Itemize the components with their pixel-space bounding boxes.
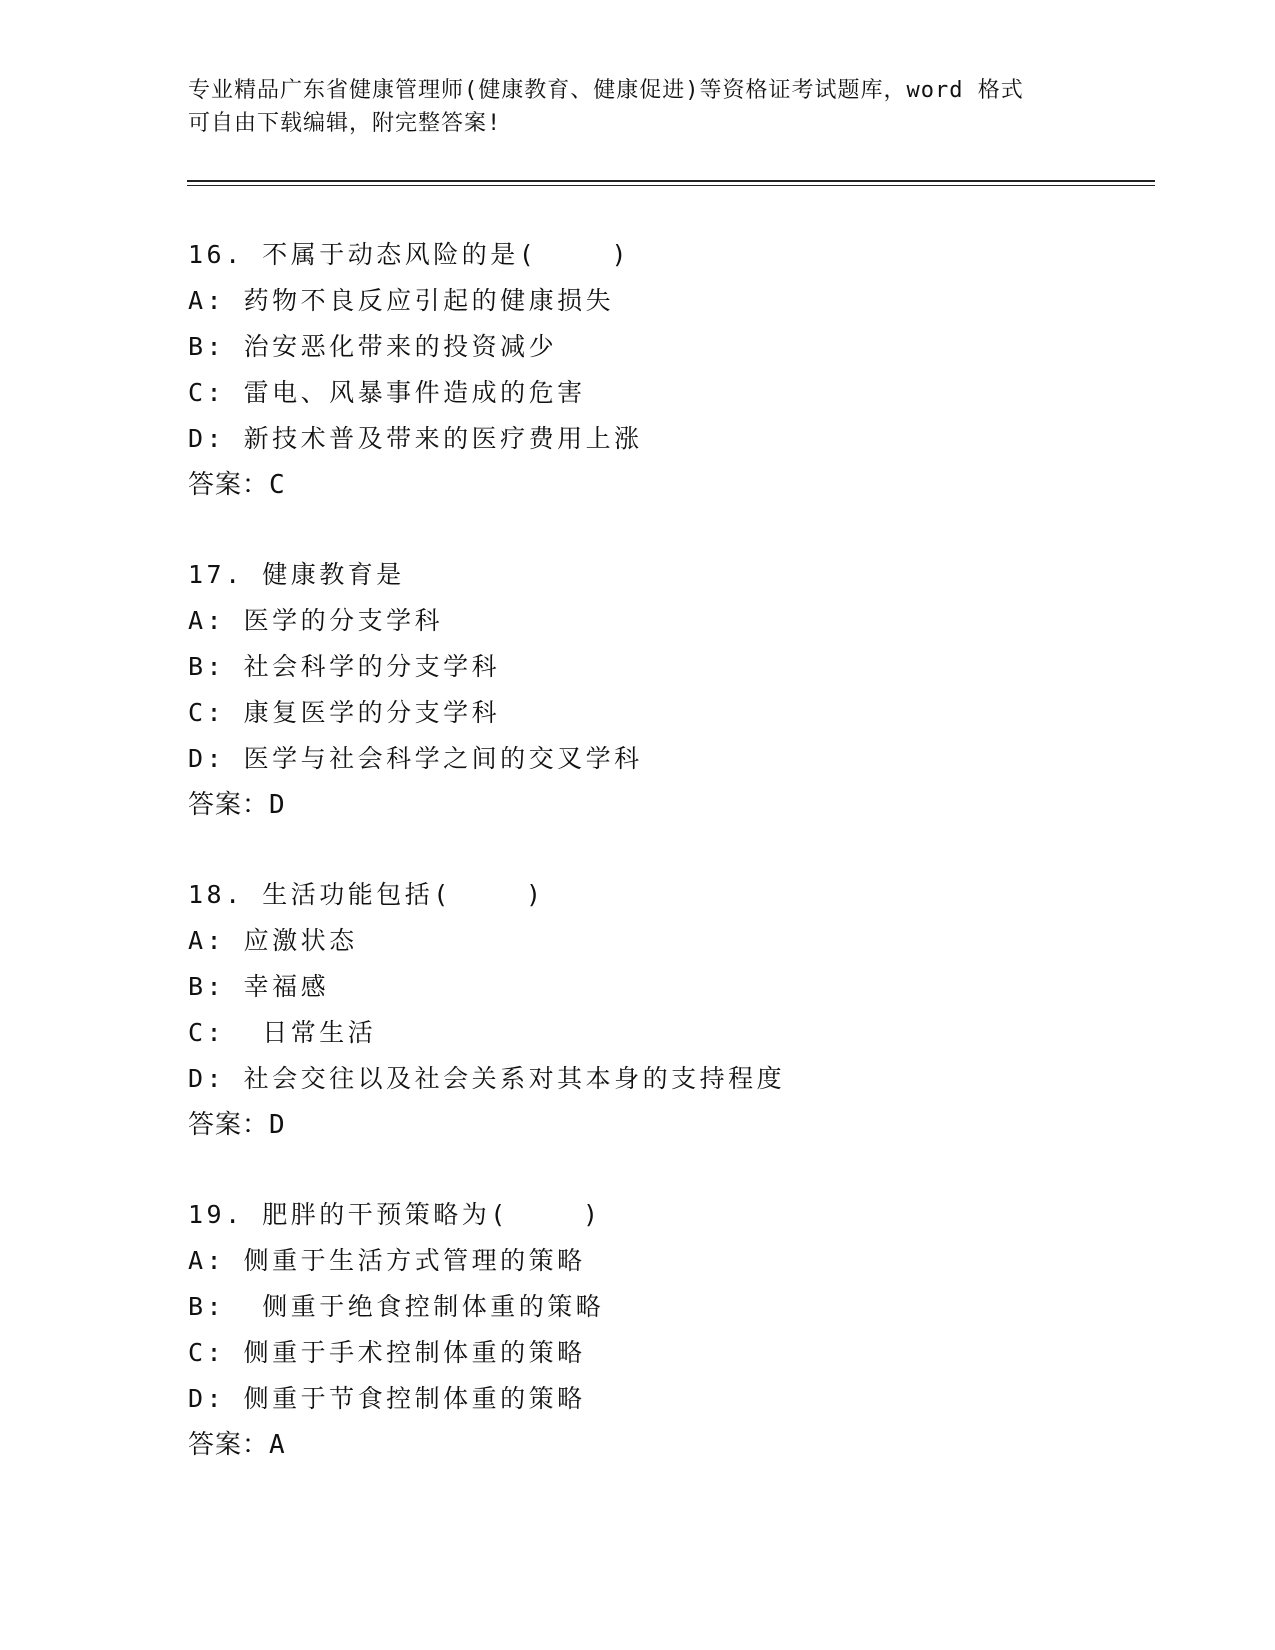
answer-line	[188, 462, 1148, 508]
answer-line	[188, 1422, 1148, 1468]
option-b: B: 治安恶化带来的投资减少	[188, 332, 558, 361]
answer-value: D	[269, 790, 286, 820]
option-b: B: 社会科学的分支学科	[188, 652, 501, 681]
option-a: A: 应激状态	[188, 926, 358, 955]
question-list	[188, 232, 1148, 1512]
option-b: B: 侧重于绝食控制体重的策略	[188, 1292, 605, 1321]
option-c: C: 康复医学的分支学科	[188, 698, 501, 727]
header-divider	[187, 180, 1155, 186]
option-d: D: 新技术普及带来的医疗费用上涨	[188, 424, 643, 453]
header-line-2: 可自由下载编辑，附完整答案!	[188, 111, 502, 136]
option-b: B: 幸福感	[188, 972, 330, 1001]
question-18	[188, 872, 1148, 1148]
option-d: D: 医学与社会科学之间的交叉学科	[188, 744, 643, 773]
answer-label: 答案：	[188, 470, 270, 500]
answer-value: C	[269, 470, 286, 500]
answer-line	[188, 1102, 1148, 1148]
question-stem: 16. 不属于动态风险的是( )	[188, 240, 631, 269]
question-16	[188, 232, 1148, 508]
answer-label: 答案：	[188, 790, 270, 820]
option-d: D: 侧重于节食控制体重的策略	[188, 1384, 586, 1413]
answer-value: A	[269, 1430, 286, 1460]
option-a: A: 侧重于生活方式管理的策略	[188, 1246, 586, 1275]
answer-value: D	[269, 1110, 286, 1140]
question-17	[188, 552, 1148, 828]
document-header	[188, 74, 1088, 140]
question-stem: 18. 生活功能包括( )	[188, 880, 545, 909]
question-stem: 17. 健康教育是	[188, 560, 405, 589]
option-a: A: 医学的分支学科	[188, 606, 444, 635]
option-c: C: 雷电、风暴事件造成的危害	[188, 378, 586, 407]
question-19	[188, 1192, 1148, 1468]
option-a: A: 药物不良反应引起的健康损失	[188, 286, 615, 315]
option-c: C: 日常生活	[188, 1018, 377, 1047]
option-c: C: 侧重于手术控制体重的策略	[188, 1338, 586, 1367]
header-line-1: 专业精品广东省健康管理师(健康教育、健康促进)等资格证考试题库，word 格式	[188, 78, 1024, 103]
answer-label: 答案：	[188, 1110, 270, 1140]
question-stem: 19. 肥胖的干预策略为( )	[188, 1200, 602, 1229]
answer-line	[188, 782, 1148, 828]
option-d: D: 社会交往以及社会关系对其本身的支持程度	[188, 1064, 786, 1093]
answer-label: 答案：	[188, 1430, 270, 1460]
